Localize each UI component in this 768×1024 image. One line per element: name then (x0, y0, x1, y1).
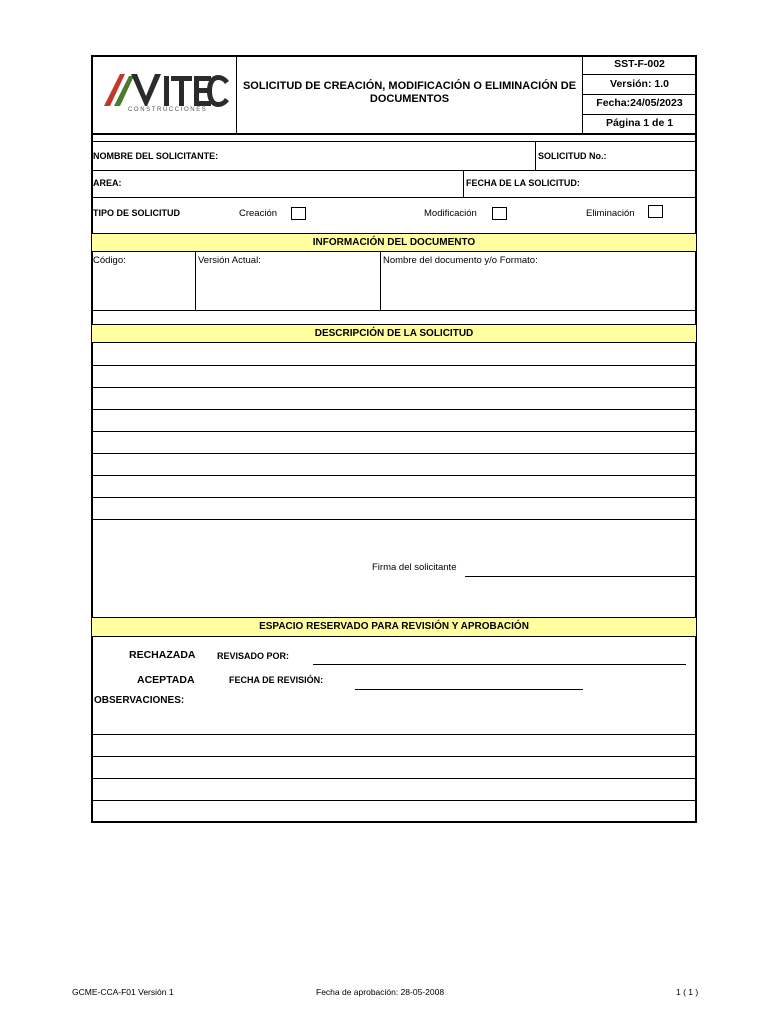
option-elimination-label: Eliminación (586, 208, 635, 219)
option-modification-label: Modificación (424, 208, 477, 219)
avitec-logo-mark (98, 62, 232, 124)
request-date-label: FECHA DE LA SOLICITUD: (466, 178, 580, 188)
observation-line (92, 756, 696, 757)
rejected-label: RECHAZADA (129, 649, 196, 661)
description-line (92, 453, 696, 454)
current-version-field[interactable] (197, 268, 378, 308)
description-header: DESCRIPCIÓN DE LA SOLICITUD (92, 324, 696, 343)
observation-line (92, 800, 696, 801)
header-bottom (92, 133, 696, 135)
modification-checkbox[interactable] (492, 207, 507, 220)
current-version-label: Versión Actual: (198, 255, 261, 266)
signature-line[interactable] (465, 576, 696, 577)
request-number-field[interactable] (608, 143, 694, 169)
signature-label: Firma del solicitante (372, 562, 457, 573)
description-line (92, 365, 696, 366)
creation-checkbox[interactable] (291, 207, 306, 220)
requester-name-label: NOMBRE DEL SOLICITANTE: (93, 151, 219, 161)
request-number-label: SOLICITUD No.: (538, 151, 607, 161)
accepted-label: ACEPTADA (137, 674, 195, 686)
review-date-label: FECHA DE REVISIÓN: (229, 675, 324, 685)
doc-version: Versión: 1.0 (610, 78, 669, 90)
description-line (92, 387, 696, 388)
option-creation-label: Creación (239, 208, 278, 219)
doc-date: Fecha:24/05/2023 (596, 97, 683, 109)
area-label: AREA: (93, 178, 122, 188)
description-line (92, 409, 696, 410)
area-field[interactable] (125, 171, 460, 196)
request-type-label: TIPO DE SOLICITUD (93, 208, 181, 218)
requester-name-field[interactable] (220, 143, 532, 169)
document-name-field[interactable] (382, 268, 694, 308)
company-logo (98, 62, 232, 124)
observation-line (92, 778, 696, 779)
company-subtitle: CONSTRUCCIONES (128, 107, 208, 113)
observations-label: OBSERVACIONES: (94, 695, 185, 706)
description-line (92, 475, 696, 476)
request-date-field[interactable] (580, 171, 694, 196)
elimination-checkbox[interactable] (648, 205, 663, 218)
description-line (92, 519, 696, 520)
footer-form-code: GCME-CCA-F01 Versión 1 (72, 987, 174, 997)
footer-page-number: 1 ( 1 ) (676, 987, 699, 997)
doc-code: SST-F-002 (614, 58, 665, 70)
reviewed-by-line[interactable] (313, 664, 686, 665)
form-title: SOLICITUD DE CREACIÓN, MODIFICACIÓN O ELIMINACIÓN DE DOCUMENTOS (242, 80, 577, 105)
review-header: ESPACIO RESERVADO PARA REVISIÓN Y APROBACIÓN (92, 617, 696, 637)
description-line (92, 497, 696, 498)
header-bottom-line (92, 141, 696, 142)
reviewed-by-label: REVISADO POR: (217, 651, 290, 661)
footer-approval-date: Fecha de aprobación: 28-05-2008 (316, 987, 445, 997)
doc-info-header: INFORMACIÓN DEL DOCUMENTO (92, 233, 696, 252)
code-field[interactable] (93, 268, 193, 308)
doc-page: Página 1 de 1 (605, 117, 674, 129)
observation-line (92, 734, 696, 735)
code-label: Código: (93, 255, 126, 266)
document-name-label: Nombre del documento y/o Formato: (383, 255, 538, 266)
description-line (92, 431, 696, 432)
review-date-line[interactable] (355, 689, 583, 690)
